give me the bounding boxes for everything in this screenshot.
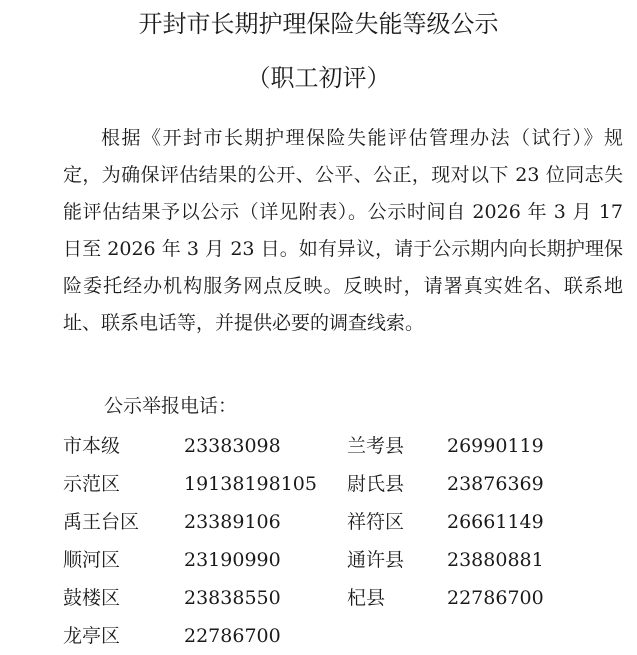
hotline-name: 杞县 [347, 587, 386, 609]
hotline-phone: 22786700 [447, 587, 544, 609]
hotline-name: 顺河区 [63, 549, 121, 571]
hotline-phone: 26661149 [447, 511, 544, 533]
hotline-name: 市本级 [63, 435, 121, 457]
hotline-phone: 19138198105 [184, 473, 317, 495]
hotline-phone: 23389106 [184, 511, 281, 533]
page-title: 开封市长期护理保险失能等级公示 [138, 10, 499, 38]
page-subtitle: （职工初评） [246, 64, 391, 92]
hotline-phone: 23383098 [184, 435, 281, 457]
hotline-phone: 23190990 [184, 549, 281, 571]
notice-body: 根据《开封市长期护理保险失能评估管理办法（试行）》规定，为确保评估结果的公开、公平、公正，现对以下 23 位同志失能评估结果予以公示（详见附表）。公示时间自 2026 年 3 月 17 日至 2026 年 3 月 23 日。如有异议，请于公示期内向长期护理保险委托经办机构服务网点反映。反映时，请署真实姓名、联系地址、联系电话等，并提供必要的调查线索。 [63, 127, 623, 334]
hotline-phone: 23838550 [184, 587, 281, 609]
hotline-phone: 23876369 [447, 473, 544, 495]
hotline-name: 鼓楼区 [63, 587, 121, 609]
hotline-phone: 23880881 [447, 549, 544, 571]
hotline-name: 尉氏县 [347, 473, 405, 495]
hotline-name: 兰考县 [347, 435, 405, 457]
hotline-phone: 26990119 [447, 435, 544, 457]
hotline-name: 龙亭区 [63, 625, 121, 647]
hotline-name: 示范区 [63, 473, 121, 495]
hotline-name: 禹王台区 [63, 511, 140, 533]
hotline-name: 通许县 [347, 549, 405, 571]
hotline-name: 祥符区 [347, 511, 405, 533]
hotline-phone: 22786700 [184, 625, 281, 647]
hotline-heading: 公示举报电话： [104, 395, 238, 417]
